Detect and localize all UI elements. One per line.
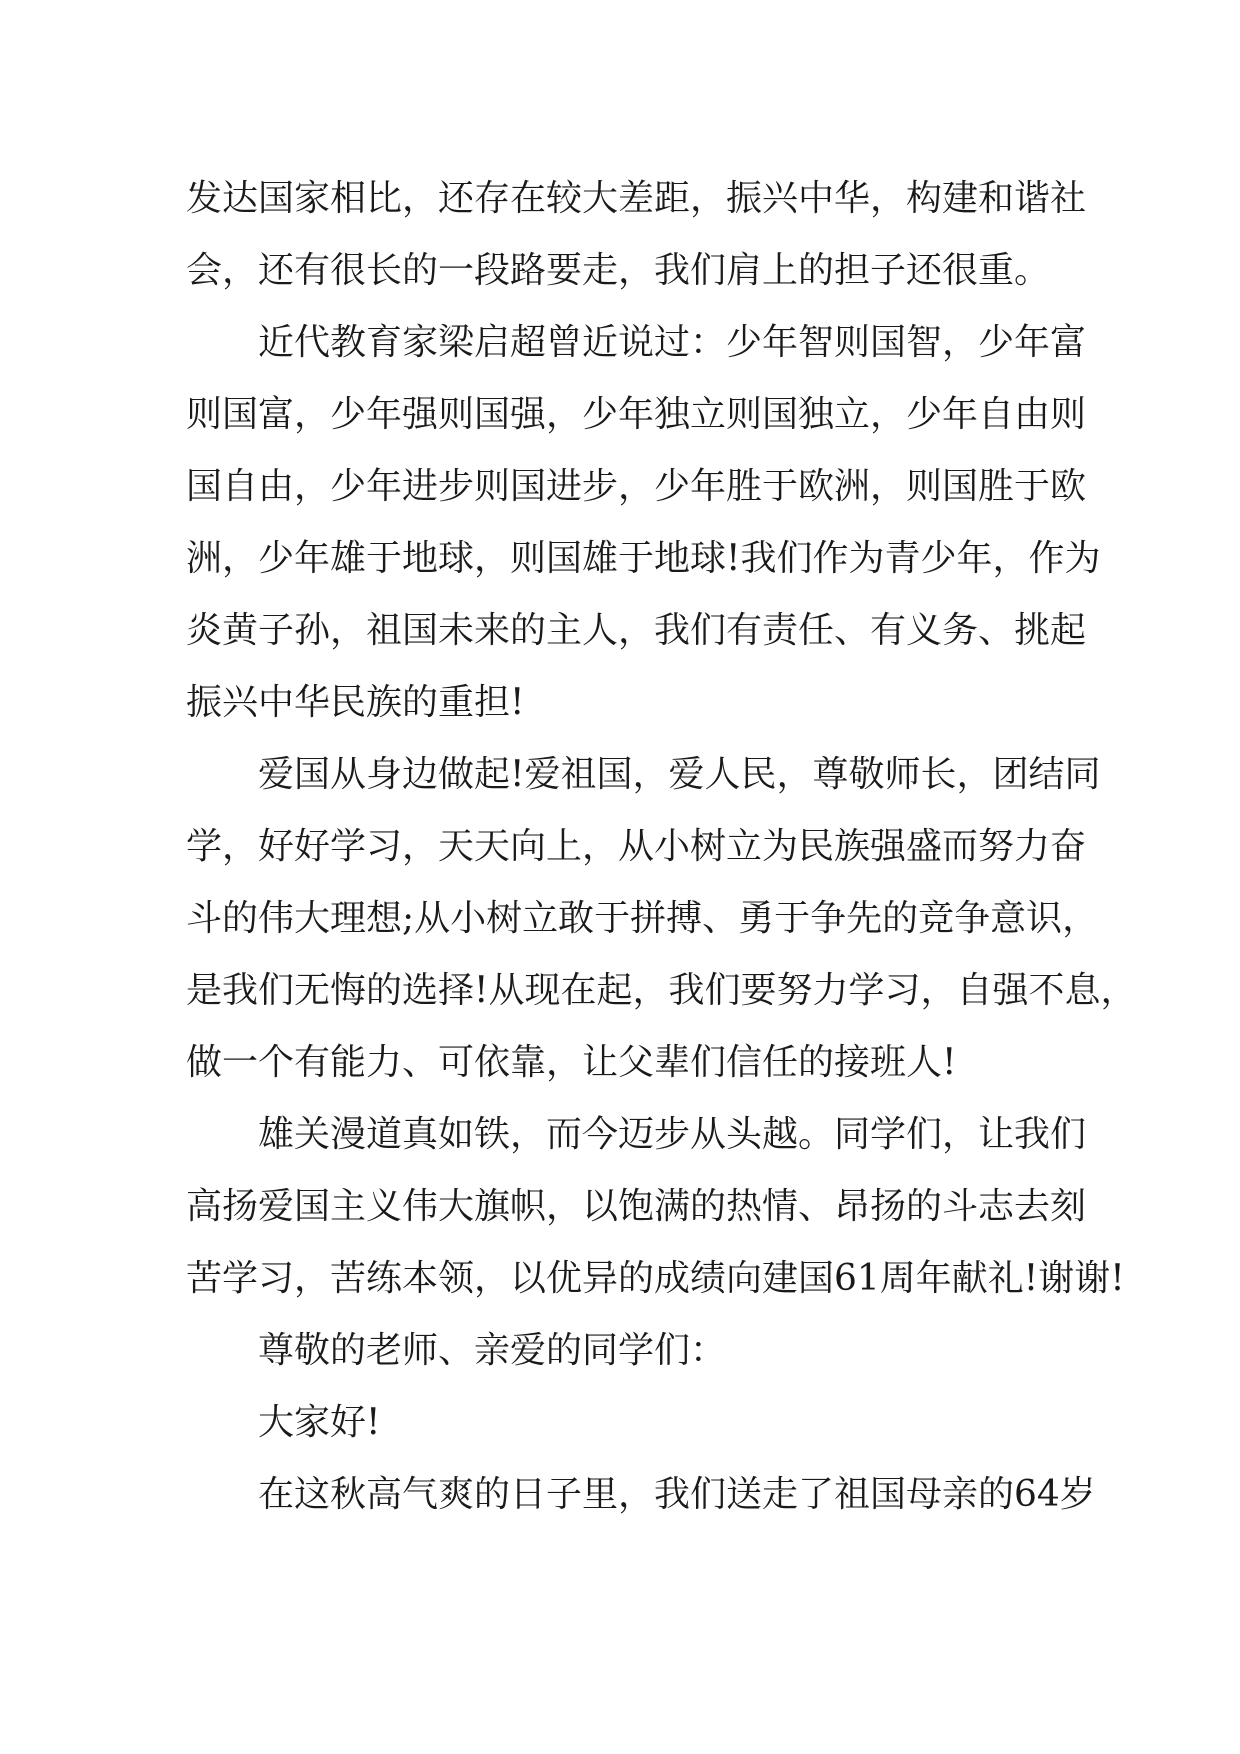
text-line: 雄关漫道真如铁，而今迈步从头越。同学们，让我们 bbox=[258, 1114, 1087, 1155]
text-line: 近代教育家梁启超曾近说过：少年智则国智，少年富 bbox=[258, 322, 1087, 363]
text-line: 炎黄子孙，祖国未来的主人，我们有责任、有义务、挑起 bbox=[186, 610, 1087, 651]
text-line: 苦学习，苦练本领，以优异的成绩向建国61周年献礼!谢谢! bbox=[186, 1258, 1125, 1299]
text-line: 是我们无悔的选择!从现在起，我们要努力学习，自强不息， bbox=[186, 970, 1137, 1011]
text-line: 高扬爱国主义伟大旗帜，以饱满的热情、昂扬的斗志去刻 bbox=[186, 1186, 1087, 1227]
text-line: 大家好! bbox=[258, 1402, 381, 1443]
text-line: 则国富，少年强则国强，少年独立则国独立，少年自由则 bbox=[186, 394, 1087, 435]
text-line: 爱国从身边做起!爱祖国，爱人民，尊敬师长，团结同 bbox=[258, 754, 1101, 795]
text-line: 学，好好学习，天天向上，从小树立为民族强盛而努力奋 bbox=[186, 826, 1087, 867]
text-line: 振兴中华民族的重担! bbox=[186, 682, 525, 723]
text-line: 斗的伟大理想;从小树立敢于拼搏、勇于争先的竞争意识， bbox=[186, 898, 1099, 939]
text-line: 尊敬的老师、亲爱的同学们： bbox=[258, 1330, 727, 1371]
text-line: 洲，少年雄于地球，则国雄于地球!我们作为青少年，作为 bbox=[186, 538, 1101, 579]
text-line: 在这秋高气爽的日子里，我们送走了祖国母亲的64岁 bbox=[258, 1474, 1096, 1515]
text-line: 做一个有能力、可依靠，让父辈们信任的接班人! bbox=[186, 1042, 957, 1083]
document-body bbox=[186, 163, 1137, 1531]
text-line: 发达国家相比，还存在较大差距，振兴中华，构建和谐社 bbox=[186, 178, 1087, 219]
text-line: 会，还有很长的一段路要走，我们肩上的担子还很重。 bbox=[186, 250, 1051, 291]
text-line: 国自由，少年进步则国进步，少年胜于欧洲，则国胜于欧 bbox=[186, 466, 1087, 507]
